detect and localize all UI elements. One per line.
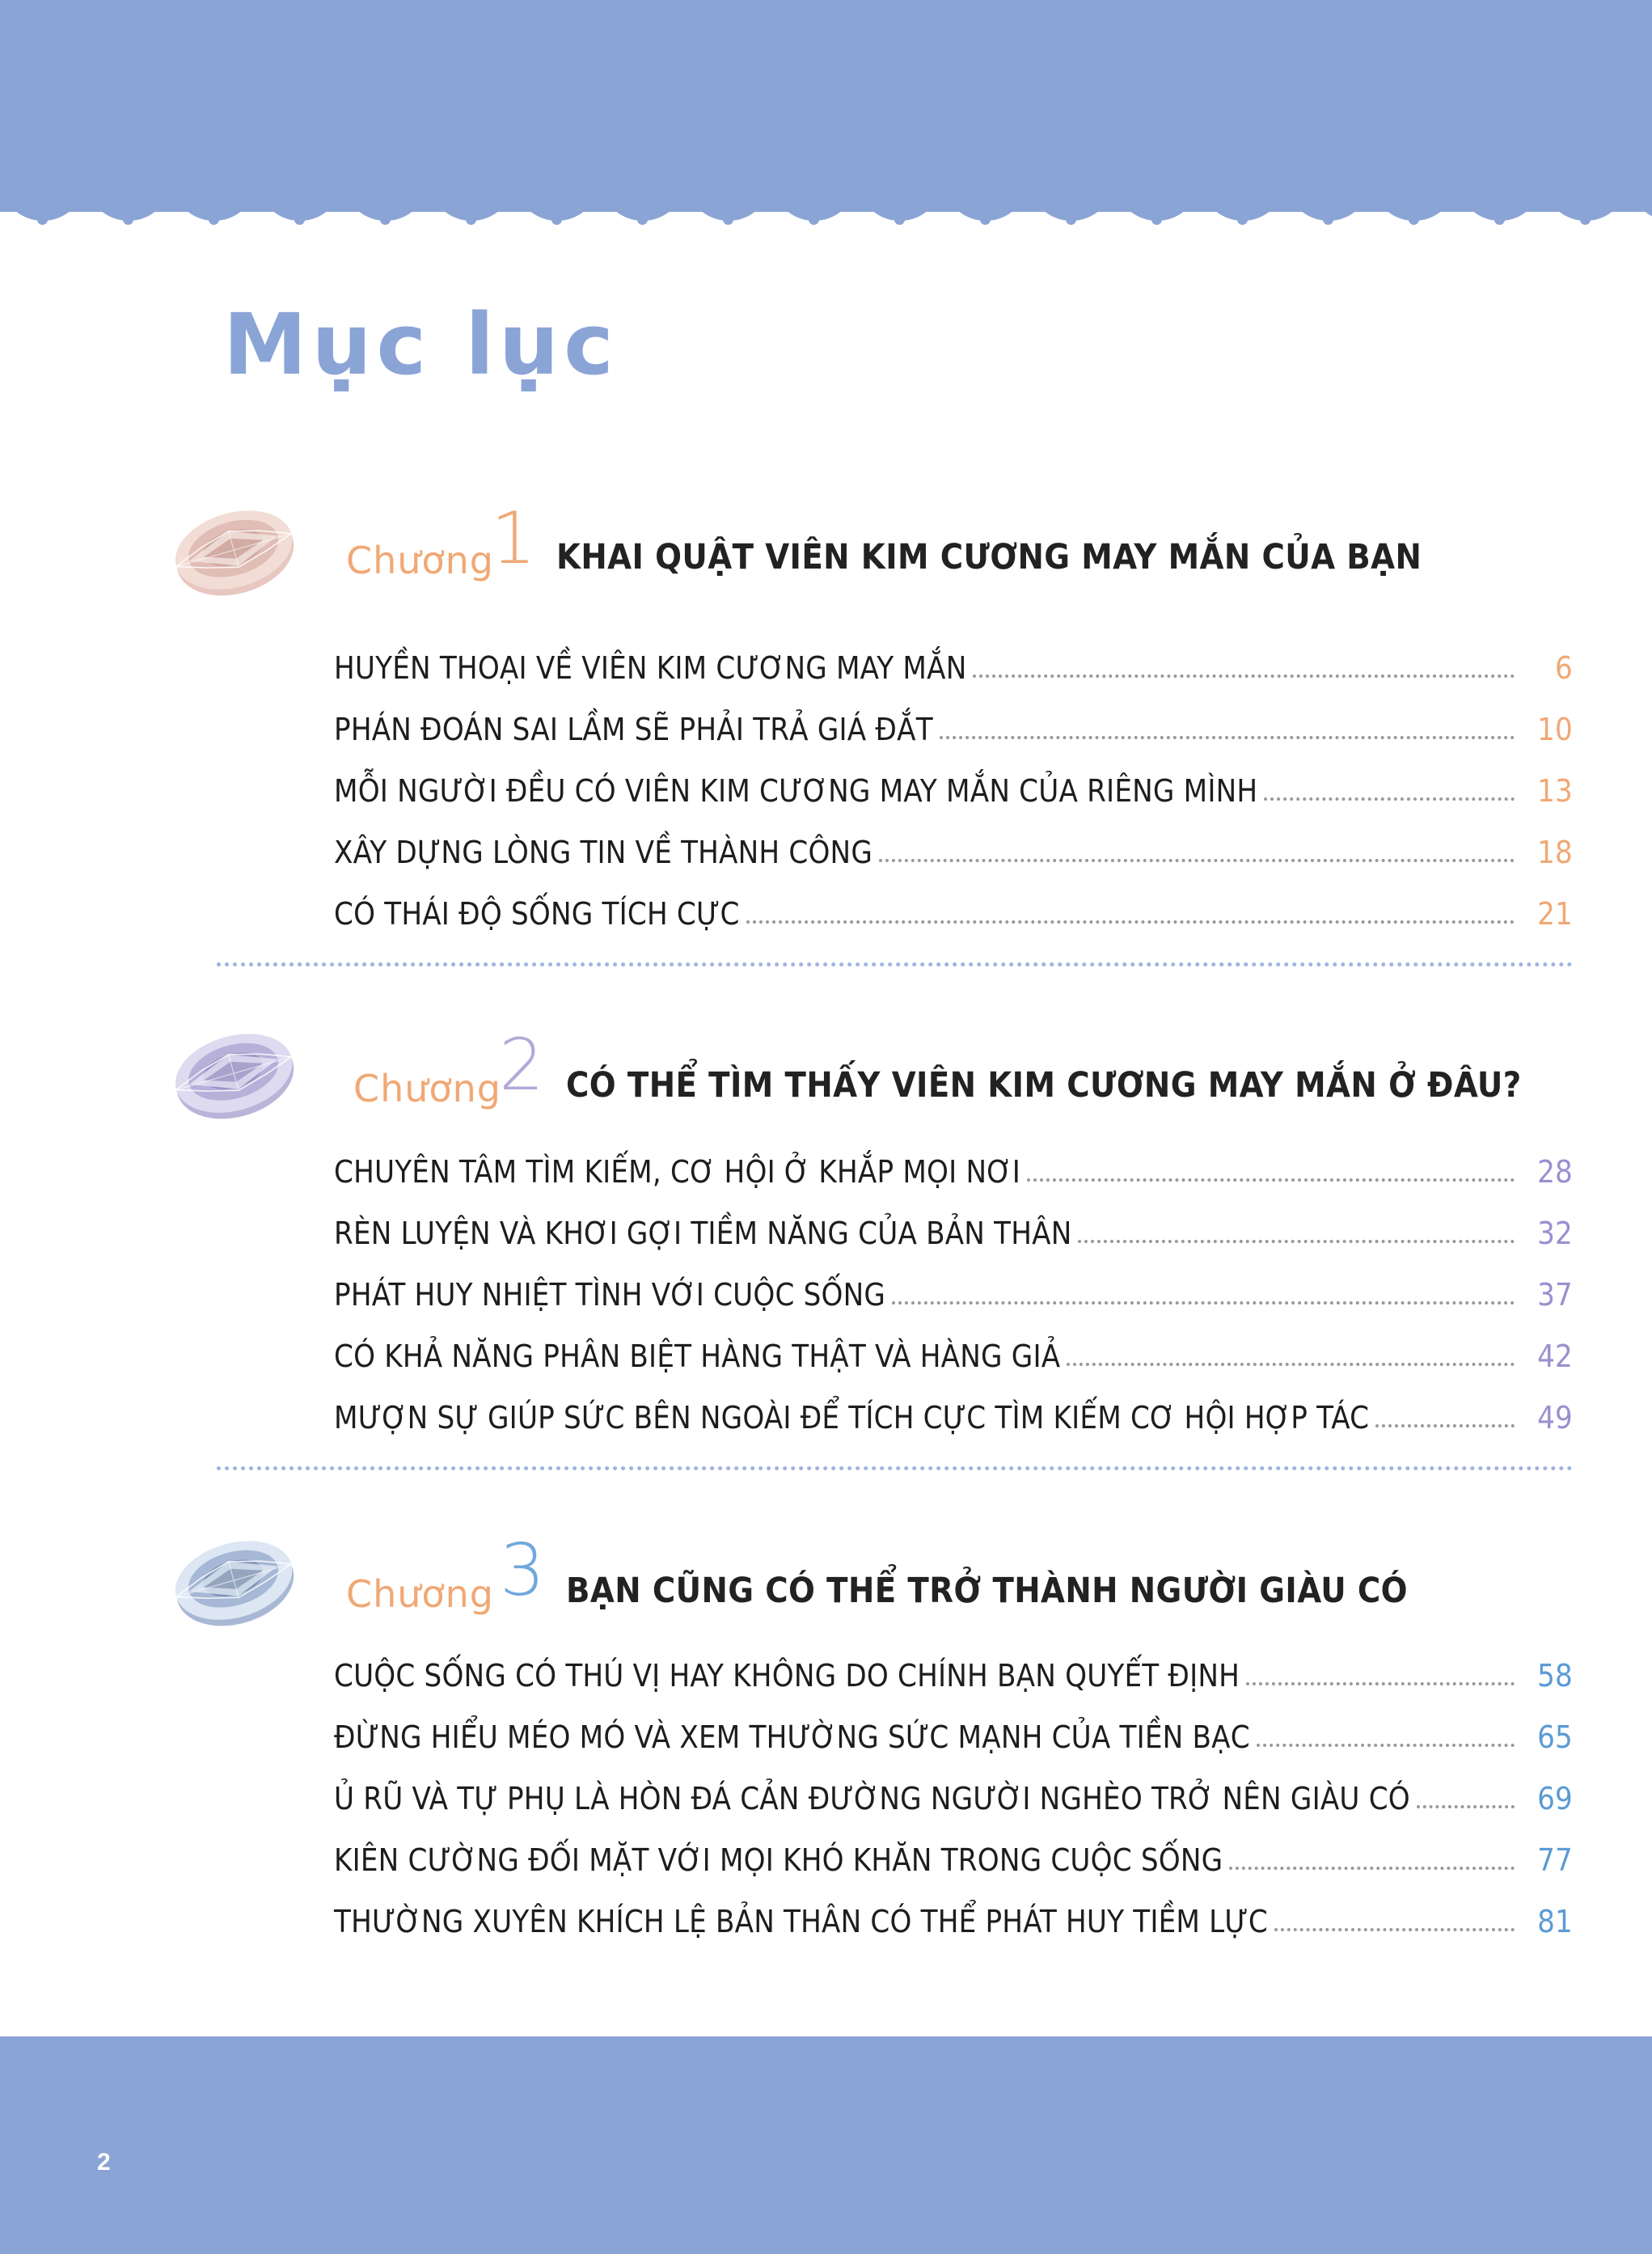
scallop-shape xyxy=(429,197,514,243)
toc-entry[interactable] xyxy=(334,751,1573,812)
chapter-block-3 xyxy=(0,1493,1652,1943)
toc-leader-dots xyxy=(1375,1423,1515,1427)
scallop-border xyxy=(0,197,1652,253)
toc-entry[interactable] xyxy=(334,689,1573,751)
toc-entry-page: 28 xyxy=(1537,1154,1573,1190)
page-title: Mục lục xyxy=(223,295,619,394)
toc-entry[interactable] xyxy=(334,873,1573,935)
toc-entry-page: 42 xyxy=(1537,1338,1573,1374)
toc-leader-dots xyxy=(746,920,1515,924)
scallop-shape xyxy=(343,197,429,243)
toc-entry-page: 69 xyxy=(1537,1781,1573,1816)
toc-entry-label: THƯỜNG XUYÊN KHÍCH LỆ BẢN THÂN CÓ THỂ PHÁT HUY TIỀM LỰC xyxy=(334,1904,1269,1939)
toc-leader-dots xyxy=(973,674,1515,678)
toc-entry-label: PHÁT HUY NHIỆT TÌNH VỚI CUỘC SỐNG xyxy=(334,1277,886,1313)
toc-entry-label: ĐỪNG HIỂU MÉO MÓ VÀ XEM THƯỜNG SỨC MẠNH CỦA TIỀN BẠC xyxy=(334,1719,1250,1755)
scallop-shape xyxy=(857,197,943,243)
toc-leader-dots xyxy=(1078,1239,1515,1243)
toc-entry-label: Ủ RŨ VÀ TỰ PHỤ LÀ HÒN ĐÁ CẢN ĐƯỜNG NGƯỜI NGHÈO TRỞ NÊN GIÀU CÓ xyxy=(334,1781,1410,1816)
toc-entry-page: 13 xyxy=(1537,773,1573,809)
violet-diamond-icon xyxy=(164,1015,306,1136)
scallop-shape xyxy=(0,197,86,243)
toc-leader-dots xyxy=(1257,1743,1515,1747)
chapter-number-1: 1 xyxy=(491,497,536,580)
chapter-word-1: Chương xyxy=(346,539,494,582)
toc-entry-page: 65 xyxy=(1537,1719,1573,1755)
toc-entry[interactable] xyxy=(334,1131,1573,1193)
scallop-shape xyxy=(1114,197,1200,243)
scallop-shape xyxy=(943,197,1029,243)
toc-entry-label: CUỘC SỐNG CÓ THÚ VỊ HAY KHÔNG DO CHÍNH BẠN QUYẾT ĐỊNH xyxy=(334,1658,1240,1694)
toc-entry-label: XÂY DỰNG LÒNG TIN VỀ THÀNH CÔNG xyxy=(334,835,873,870)
toc-leader-dots xyxy=(1067,1362,1515,1366)
toc-leader-dots xyxy=(892,1300,1515,1305)
scallop-shape xyxy=(514,197,600,243)
toc-entry-label: CÓ THÁI ĐỘ SỐNG TÍCH CỰC xyxy=(334,896,740,932)
toc-entry[interactable] xyxy=(334,1193,1573,1254)
toc-entry-page: 49 xyxy=(1537,1400,1573,1436)
toc-entry[interactable] xyxy=(334,1881,1573,1943)
toc-entry-label: MỖI NGƯỜI ĐỀU CÓ VIÊN KIM CƯƠNG MAY MẮN CỦA RIÊNG MÌNH xyxy=(334,773,1258,809)
toc-leader-dots xyxy=(1027,1178,1515,1182)
scallop-shape xyxy=(1029,197,1114,243)
scallop-shape xyxy=(1200,197,1286,243)
toc-entry-page: 10 xyxy=(1537,712,1573,747)
scallop-shape xyxy=(171,197,257,243)
toc-entry-label: PHÁN ĐOÁN SAI LẦM SẼ PHẢI TRẢ GIÁ ĐẮT xyxy=(334,712,933,747)
toc-entry-page: 58 xyxy=(1537,1658,1573,1694)
chapter-header-3 xyxy=(0,1493,1652,1635)
toc-entry-label: HUYỀN THOẠI VỀ VIÊN KIM CƯƠNG MAY MẮN xyxy=(334,650,967,686)
toc-leader-dots xyxy=(1229,1866,1515,1870)
toc-entry[interactable] xyxy=(334,1377,1573,1439)
chapter-block-1 xyxy=(0,485,1652,935)
toc-entry[interactable] xyxy=(334,1316,1573,1377)
chapter-number-2: 2 xyxy=(499,1023,544,1106)
chapter-entries-2 xyxy=(0,1131,1652,1439)
bottom-decorative-band xyxy=(0,2036,1652,2254)
toc-entry-page: 81 xyxy=(1537,1904,1573,1939)
toc-leader-dots xyxy=(1274,1927,1515,1931)
toc-entry[interactable] xyxy=(334,1254,1573,1316)
toc-entry-label: CHUYÊN TÂM TÌM KIẾM, CƠ HỘI Ở KHẮP MỌI NƠI xyxy=(334,1154,1020,1190)
chapter-word-2: Chương xyxy=(353,1067,501,1110)
chapter-header-2 xyxy=(0,989,1652,1131)
toc-leader-dots xyxy=(940,735,1515,739)
chapter-entries-3 xyxy=(0,1635,1652,1943)
toc-leader-dots xyxy=(1246,1681,1515,1685)
toc-entry-label: CÓ KHẢ NĂNG PHÂN BIỆT HÀNG THẬT VÀ HÀNG GIẢ xyxy=(334,1338,1061,1374)
toc-entry-page: 21 xyxy=(1537,896,1573,932)
toc-entry-page: 6 xyxy=(1555,650,1573,686)
page-number: 2 xyxy=(97,2149,112,2176)
toc-entry[interactable] xyxy=(334,628,1573,689)
section-divider xyxy=(217,1466,1573,1470)
toc-leader-dots xyxy=(1417,1804,1515,1808)
toc-entry-label: MƯỢN SỰ GIÚP SỨC BÊN NGOÀI ĐỂ TÍCH CỰC TÌM KIẾM CƠ HỘI HỢP TÁC xyxy=(334,1400,1370,1436)
toc-entry-label: KIÊN CƯỜNG ĐỐI MẶT VỚI MỌI KHÓ KHĂN TRONG CUỘC SỐNG xyxy=(334,1842,1223,1878)
toc-entry[interactable] xyxy=(334,1758,1573,1820)
scallop-shape xyxy=(686,197,771,243)
chapter-title-3: BẠN CŨNG CÓ THỂ TRỞ THÀNH NGƯỜI GIÀU CÓ xyxy=(566,1571,1408,1611)
chapter-entries-1 xyxy=(0,628,1652,935)
toc-leader-dots xyxy=(879,858,1515,862)
toc-entry-page: 77 xyxy=(1537,1842,1573,1878)
scallop-shape xyxy=(86,197,171,243)
scallop-shape xyxy=(1286,197,1371,243)
scallop-shape xyxy=(771,197,857,243)
toc-entry[interactable] xyxy=(334,1820,1573,1881)
toc-entry[interactable] xyxy=(334,1635,1573,1697)
toc-entry-label: RÈN LUYỆN VÀ KHƠI GỢI TIỀM NĂNG CỦA BẢN THÂN xyxy=(334,1216,1072,1251)
section-divider xyxy=(217,962,1573,966)
chapter-title-2: CÓ THỂ TÌM THẤY VIÊN KIM CƯƠNG MAY MẮN Ở ĐÂU? xyxy=(566,1065,1522,1106)
table-of-contents xyxy=(0,485,1652,1946)
scallop-shape xyxy=(600,197,686,243)
toc-entry-page: 32 xyxy=(1537,1216,1573,1251)
toc-entry-page: 18 xyxy=(1537,835,1573,870)
scallop-shape xyxy=(1371,197,1457,243)
toc-entry[interactable] xyxy=(334,1697,1573,1758)
chapter-word-3: Chương xyxy=(346,1572,494,1616)
toc-leader-dots xyxy=(1264,797,1515,801)
toc-entry[interactable] xyxy=(334,812,1573,873)
scallop-shape xyxy=(1629,197,1652,243)
pink-diamond-icon xyxy=(164,492,306,613)
toc-entry-page: 37 xyxy=(1537,1277,1573,1313)
scallop-shape xyxy=(1543,197,1629,243)
scallop-shape xyxy=(1457,197,1543,243)
chapter-header-1 xyxy=(0,485,1652,628)
chapter-title-1: KHAI QUẬT VIÊN KIM CƯƠNG MAY MẮN CỦA BẠN xyxy=(556,537,1422,577)
blue-diamond-icon xyxy=(164,1522,306,1643)
chapter-block-2 xyxy=(0,989,1652,1439)
scallop-shape xyxy=(257,197,343,243)
chapter-number-3: 3 xyxy=(500,1529,545,1612)
